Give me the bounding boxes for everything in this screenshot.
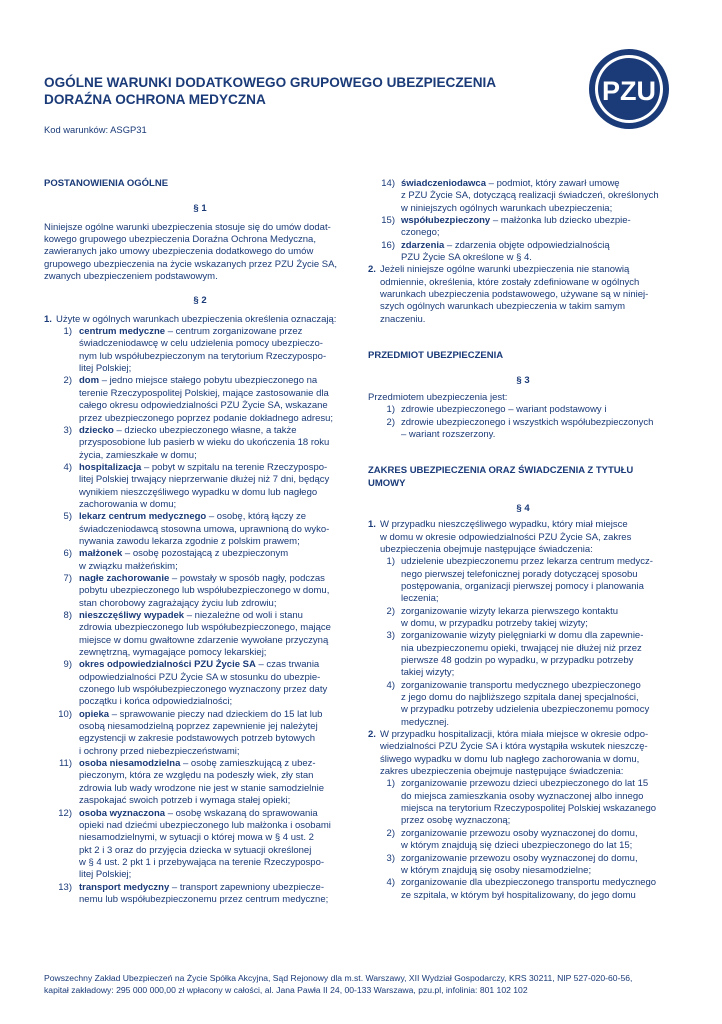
definition-term: dom bbox=[79, 375, 100, 387]
accident-benefits-list bbox=[368, 556, 678, 729]
definitions-list bbox=[44, 326, 356, 906]
definition-term: małżonek bbox=[79, 548, 123, 560]
definition-item: 15) współubezpieczony – małżonka lub dziecko ubezpie- czonego; bbox=[381, 215, 631, 239]
point-1: 1. Użyte w ogólnych warunkach ubezpieczenia określenia oznaczają: bbox=[44, 313, 337, 325]
definition-term: świadczeniodawca bbox=[401, 178, 487, 189]
definition-term: nagłe zachorowanie bbox=[79, 572, 170, 584]
definition-term: hospitalizacja bbox=[79, 461, 142, 473]
definition-item: 4) hospitalizacja – pobyt w szpitalu na terenie Rzeczypospo- litej Polskiej trwający nieprzerwanie dłużej niż 7 dni, będący wynikiem nieszczęśliwego wypadku w domu lub nagłego zachorowania w domu; bbox=[63, 461, 330, 510]
title-line-2: DORAŹNA OCHRONA MEDYCZNA bbox=[44, 92, 266, 107]
conditions-code: Kod warunków: ASGP31 bbox=[44, 124, 147, 135]
definition-item: 9) okres odpowiedzialności PZU Życie SA – czas trwania odpowiedzialności PZU Życie SA w stosunku do ubezpie- czonego lub współubezpieczonego wyznaczony przez daty początku i końca odpowiedzialności; bbox=[63, 659, 328, 708]
subject-list bbox=[368, 404, 678, 441]
title-line-1: OGÓLNE WARUNKI DODATKOWEGO GRUPOWEGO UBEZPIECZENIA bbox=[44, 75, 497, 90]
footer-line-2: kapitał zakładowy: 295 000 000,00 zł wpłacony w całości, al. Jana Pawła II 24, 00-133 Warszawa, pzu.pl, infolinia: 801 102 102 bbox=[44, 985, 528, 995]
definition-item: 16) zdarzenia – zdarzenia objęte odpowiedzialnością PZU Życie SA określone w § 4. bbox=[381, 239, 610, 264]
definition-item: 2) zorganizowanie wizyty lekarza pierwszego kontaktu w domu, w przypadku potrzeby takiej wizyty; bbox=[386, 605, 619, 629]
section-heading-subject: PRZEDMIOT UBEZPIECZENIA bbox=[368, 350, 504, 362]
definition-item: 3) zorganizowanie przewozu osoby wyznaczonej do domu, w którym znajdują się osoby niesamodzielne; bbox=[386, 852, 638, 876]
definition-term: lekarz centrum medycznego bbox=[79, 511, 207, 523]
page-footer bbox=[44, 972, 684, 996]
definition-term: transport medyczny bbox=[79, 881, 170, 893]
definition-term: osoba wyznaczona bbox=[79, 807, 166, 819]
paragraph-1-label: § 1 bbox=[193, 203, 207, 215]
definition-item: 2) dom – jedno miejsce stałego pobytu ubezpieczonego na terenie Rzeczypospolitej Polskiej, mające zastosowanie dla całego okresu odpowiedzialności PZU Życie SA, wskazane przez ubezpieczonego poprzez podanie dokładnego adresu; bbox=[63, 375, 334, 424]
definition-item: 12) osoba wyznaczona – osobę wskazaną do sprawowania opieki nad dziećmi ubezpieczonego lub małżonka i osobami niesamodzielnymi, w sytuacji o której mowa w § 4 ust. 2 pkt 2 i 3 oraz do przyjęcia dziecka w sytuacji określonej w § 4 ust. 2 pkt 1 i przebywająca na terenie Rzeczypospo- litej Polskiej; bbox=[58, 807, 331, 881]
footer-line-1: Powszechny Zakład Ubezpieczeń na Życie Spółka Akcyjna, Sąd Rejonowy dla m.st. Warszawy, XII Wydział Gospodarczy, KRS 30211, NIP 527-020-60-56, bbox=[44, 973, 633, 983]
definition-term: nieszczęśliwy wypadek bbox=[79, 610, 185, 621]
definition-item: 1) udzielenie ubezpieczonemu przez lekarza centrum medycz- nego pierwszej telefonicznej porady dotyczącej sposobu postępowania, organizacji pierwszej pomocy i planowania leczenia; bbox=[386, 556, 653, 605]
definition-item: 7) nagłe zachorowanie – powstały w sposób nagły, podczas pobytu ubezpieczonego lub współubezpieczonego w domu, stan chorobowy zagrażający życiu lub zdrowiu; bbox=[63, 572, 330, 609]
definition-item: 2) zdrowie ubezpieczonego i wszystkich współubezpieczonych – wariant rozszerzony. bbox=[386, 416, 654, 440]
definition-item: 4) zorganizowanie dla ubezpieczonego transportu medycznego ze szpitala, w którym był hospitalizowany, do jego domu bbox=[386, 877, 657, 901]
subject-intro: Przedmiotem ubezpieczenia jest: bbox=[368, 391, 508, 403]
definition-term: zdarzenia bbox=[401, 239, 445, 251]
definition-term: osoba niesamodzielna bbox=[79, 758, 181, 770]
definition-item: 1) centrum medyczne – centrum zorganizowane przez świadczeniodawcę w celu udzielenia pomocy ubezpieczo- nym lub współubezpieczonym na terytorium Rzeczypospo- litej Polskiej; bbox=[63, 326, 327, 375]
point-4-2: 2. W przypadku hospitalizacji, która miała miejsce w okresie odpo- wiedzialności PZU Życie SA i która wystąpiła wskutek nieszczę- śliwego wypadku w domu lub nagłego zachorowania w domu, zakres ubezpieczenia obejmuje następujące świadczenia: bbox=[368, 729, 649, 778]
definition-term: współubezpieczony bbox=[401, 215, 491, 227]
definition-term: opieka bbox=[79, 708, 110, 720]
definition-item: 13) transport medyczny – transport zapewniony ubezpiecze- nemu lub współubezpieczonemu przez centrum medyczne; bbox=[58, 881, 329, 905]
intro-paragraph: Niniejsze ogólne warunki ubezpieczenia stosuje się do umów dodat- kowego grupowego ubezpieczenia Doraźna Ochrona Medyczna, zawieranych jako umowy ubezpieczenia dodatkowego do umów grupowego ubezpieczenia na życie wskazanych przez PZU Życie SA, zwanych ubezpieczeniem podstawowym. bbox=[44, 221, 338, 283]
definition-term: okres odpowiedzialności PZU Życie SA bbox=[79, 659, 256, 671]
paragraph-2-label: § 2 bbox=[193, 295, 207, 307]
section-heading-general: POSTANOWIENIA OGÓLNE bbox=[44, 178, 169, 189]
pzu-logo bbox=[588, 48, 670, 130]
definition-item: 10) opieka – sprawowanie pieczy nad dzieckiem do 15 lat lub osobą niesamodzielną poprzez zapewnienie jej należytej egzystencji w zakresie podstawowych potrzeb bytowych i ochrony przed niebezpieczeństwami; bbox=[58, 708, 323, 757]
point-4-1: 1. W przypadku nieszczęśliwego wypadku, który miał miejsce w domu w okresie odpowiedzialności PZU Życie SA, zakres ubezpieczenia obejmuje następujące świadczenia: bbox=[368, 519, 632, 555]
definition-item: 3) zorganizowanie wizyty pielęgniarki w domu dla zapewnie- nia ubezpieczonemu opieki, trwającej nie dłużej niż przez pierwsze 48 godzin po wypadku, w przypadku potrzeby takiej wizyty; bbox=[386, 630, 644, 679]
definition-item: 8) nieszczęśliwy wypadek – niezależne od woli i stanu zdrowia ubezpieczonego lub współubezpieczonego, mające miejsce w domu gwałtowne zdarzenie wywołane przyczyną zewnętrzną, wymagające pomocy lekarskiej; bbox=[63, 610, 331, 659]
definition-item: 6) małżonek – osobę pozostającą z ubezpieczonym w związku małżeńskim; bbox=[63, 548, 289, 572]
definition-item: 14) świadczeniodawca – podmiot, który zawarł umowę z PZU Życie SA, dotyczącą realizacji świadczeń, określonych w niniejszych ogólnych warunkach ubezpieczenia; bbox=[381, 178, 659, 214]
left-column bbox=[44, 178, 356, 906]
hospitalization-benefits-list bbox=[368, 778, 678, 901]
point-2: 2. Jeżeli niniejsze ogólne warunki ubezpieczenia nie stanowią odmiennie, określenia, które zostały zdefiniowane w ogólnych warunkach ubezpieczenia podstawowego, używane są w niniej- szych ogólnych warunkach ubezpieczenia w takim samym znaczeniu. bbox=[368, 264, 649, 325]
definition-item: 3) dziecko – dziecko ubezpieczonego własne, a także przysposobione lub pasierb w wieku do ukończenia 18 roku życia, zamieszkałe w domu; bbox=[63, 424, 330, 461]
definition-item: 4) zorganizowanie transportu medycznego ubezpieczonego z jego domu do najbliższego szpitala danej specjalności, w przypadku potrzeby udzielenia ubezpieczonemu pomocy medycznej. bbox=[386, 679, 650, 728]
definition-term: centrum medyczne bbox=[79, 326, 166, 338]
definition-term: dziecko bbox=[79, 424, 114, 436]
right-column bbox=[368, 178, 678, 902]
logo-text: PZU bbox=[602, 76, 656, 106]
definition-item: 1) zorganizowanie przewozu dzieci ubezpieczonego do lat 15 do miejsca zamieszkania osoby wyznaczonej albo innego miejsca na terytorium Rzeczypospolitej Polskiej wskazanego przez osobę wyznaczoną; bbox=[386, 778, 657, 827]
section-heading-scope: ZAKRES UBEZPIECZENIA ORAZ ŚWIADCZENIA Z TYTUŁU UMOWY bbox=[368, 465, 634, 489]
paragraph-4-label: § 4 bbox=[516, 502, 530, 514]
definition-item: 11) osoba niesamodzielna – osobę zamieszkującą z ubez- pieczonym, która ze względu na podeszły wiek, zły stan zdrowia lub wady wrodzone nie jest w stanie samodzielnie zaspokajać swoich potrzeb i wymaga stałej opieki; bbox=[58, 758, 325, 807]
paragraph-3-label: § 3 bbox=[516, 375, 530, 387]
definition-item: 2) zorganizowanie przewozu osoby wyznaczonej do domu, w którym znajdują się dzieci ubezpieczonego do lat 15; bbox=[386, 827, 638, 852]
definitions-list-continued bbox=[368, 178, 678, 264]
document-title bbox=[44, 74, 524, 108]
definition-item: 1) zdrowie ubezpieczonego – wariant podstawowy i bbox=[386, 404, 607, 416]
definition-item: 5) lekarz centrum medycznego – osobę, którą łączy ze świadczeniodawcą stosowna umowa, uprawnioną do wyko- nywania zawodu lekarza zgodnie z polskim prawem; bbox=[63, 511, 330, 547]
